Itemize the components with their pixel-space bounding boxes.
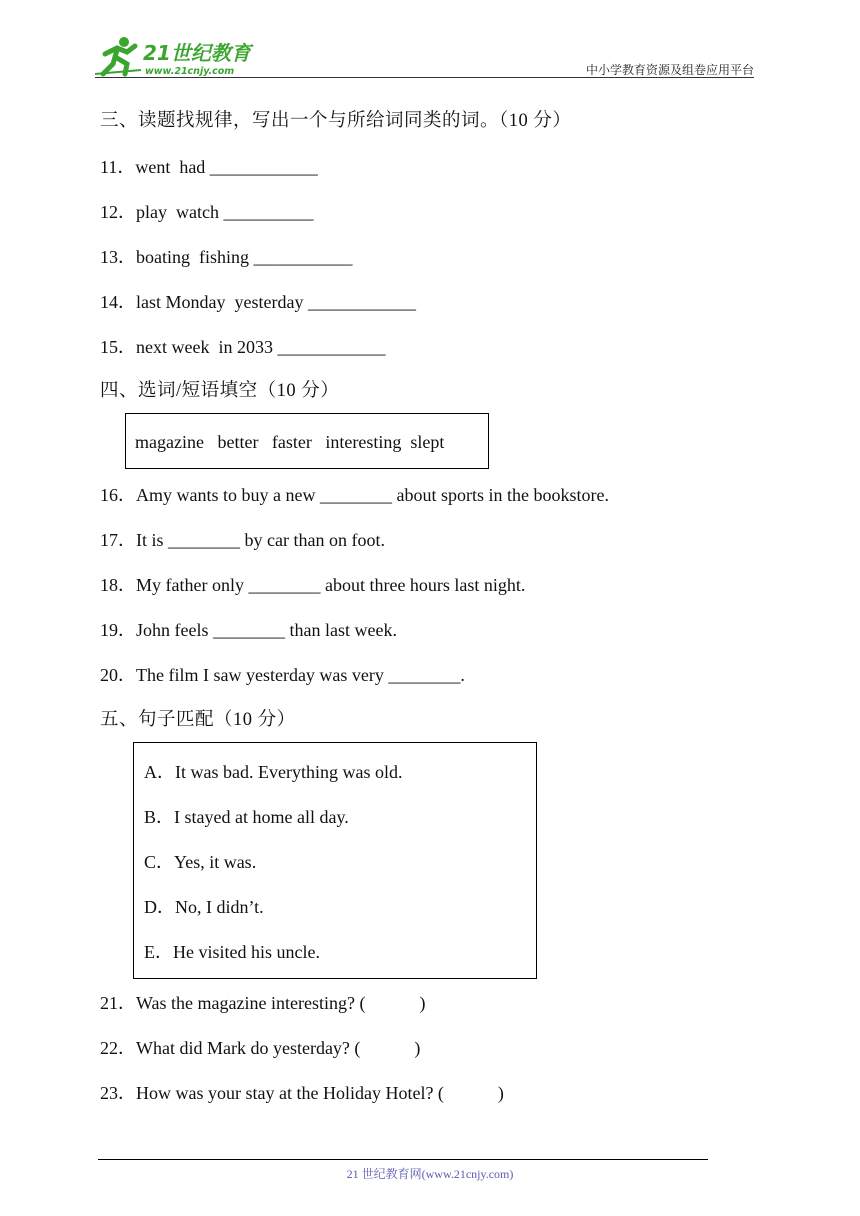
option-c: C．Yes, it was. <box>144 852 257 872</box>
question-14: 14．last Monday yesterday ____________ <box>100 292 416 312</box>
section5-title: 五、句子匹配（10 分） <box>100 710 296 730</box>
option-b: B．I stayed at home all day. <box>144 807 349 827</box>
option-a: A．It was bad. Everything was old. <box>144 762 403 782</box>
question-16: 16．Amy wants to buy a new ________ about sports in the bookstore. <box>100 485 609 505</box>
question-17: 17．It is ________ by car than on foot. <box>100 530 385 550</box>
word-bank-box: magazine better faster interesting slept <box>125 413 489 469</box>
site-logo <box>95 34 265 78</box>
footer-divider <box>98 1159 708 1160</box>
question-22: 22．What did Mark do yesterday? ( ) <box>100 1038 421 1058</box>
question-11: 11．went had ____________ <box>100 157 318 177</box>
question-19: 19．John feels ________ than last week. <box>100 620 397 640</box>
question-23: 23．How was your stay at the Holiday Hotel? ( ) <box>100 1083 504 1103</box>
question-15: 15．next week in 2033 ____________ <box>100 337 386 357</box>
answer-options-box <box>133 742 537 979</box>
question-18: 18．My father only ________ about three hours last night. <box>100 575 526 595</box>
question-13: 13．boating fishing ___________ <box>100 247 353 267</box>
section3-title: 三、读题找规律，写出一个与所给词同类的词。（10 分） <box>100 111 572 131</box>
logo-text: 21世纪教育 <box>143 41 251 65</box>
section4-title: 四、选词/短语填空（10 分） <box>100 381 340 401</box>
header-divider <box>95 77 754 78</box>
option-d: D．No, I didn’t. <box>144 897 264 917</box>
runner-icon <box>95 37 141 74</box>
question-20: 20．The film I saw yesterday was very ________. <box>100 665 465 685</box>
option-e: E．He visited his uncle. <box>144 942 320 962</box>
header-platform-text: 中小学教育资源及组卷应用平台 <box>585 63 754 77</box>
question-21: 21．Was the magazine interesting? ( ) <box>100 993 426 1013</box>
footer-link[interactable]: 21 世纪教育网(www.21cnjy.com) <box>346 1167 514 1181</box>
question-12: 12．play watch __________ <box>100 202 314 222</box>
logo-url: www.21cnjy.com <box>145 66 235 77</box>
